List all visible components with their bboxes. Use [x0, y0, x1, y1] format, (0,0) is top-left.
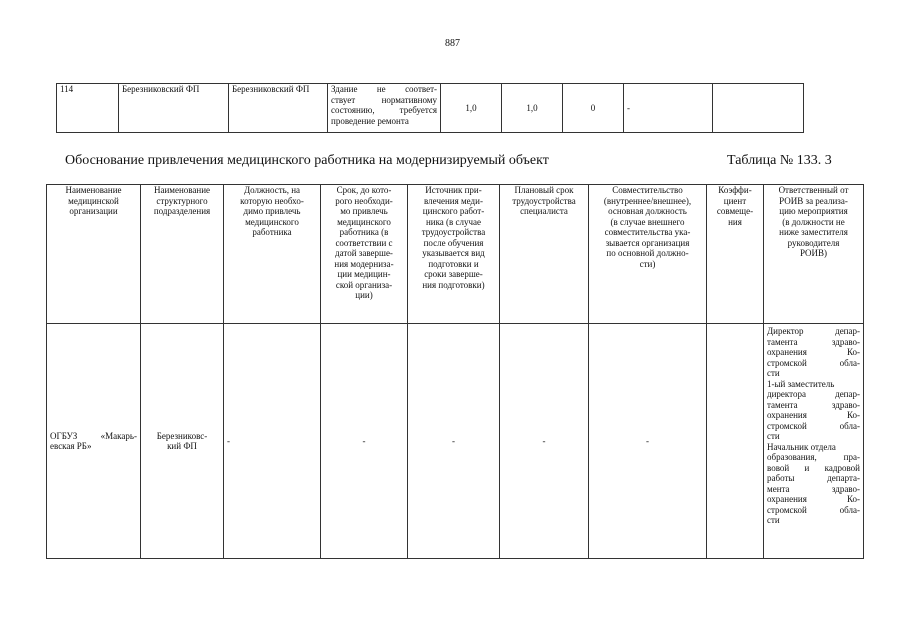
value-cell: -	[624, 84, 713, 133]
header-line: цинского работ-	[422, 206, 485, 216]
page-number: 887	[445, 38, 460, 49]
header-line: соответствии с	[335, 237, 393, 248]
org-line: евская РБ»	[50, 441, 92, 451]
position-cell: -	[224, 324, 321, 559]
header-unit	[141, 185, 224, 324]
empty-cell	[713, 84, 804, 133]
value-cell: 1,0	[502, 84, 563, 133]
table-number-label: Таблица № 133. 3	[727, 153, 832, 168]
responsible-line: 1-ый заместитель	[767, 378, 835, 389]
header-line: Наименование	[153, 185, 211, 195]
header-line: трудоустройства	[512, 195, 576, 206]
header-line: сти)	[639, 258, 656, 269]
header-line: ния	[728, 216, 742, 227]
org-cell	[47, 324, 141, 559]
header-responsible	[764, 185, 864, 324]
source-cell: -	[408, 324, 500, 559]
row-number: 114	[57, 84, 119, 133]
responsible-line: стромской обла-	[767, 504, 860, 515]
object-name-cell: Березниковский ФП	[229, 84, 328, 133]
header-line: ской организа-	[335, 279, 393, 290]
section-title: Обоснование привлечения медицинского работника на модернизируемый объект	[65, 153, 549, 168]
header-line: работника (в	[339, 227, 389, 237]
header-line: зывается организация	[605, 237, 690, 248]
header-line: датой заверше-	[335, 248, 393, 258]
continuation-table	[56, 83, 804, 133]
unit-line: Березниковс-	[156, 430, 208, 441]
header-line: руководителя	[787, 237, 840, 248]
header-line: РОИВ за реализа-	[779, 195, 848, 206]
header-line: ниже заместителя	[779, 227, 848, 237]
responsible-line: Начальник отдела	[767, 441, 836, 452]
header-line: (внутреннее/внешнее),	[603, 195, 692, 206]
org-line: ОГБУЗ «Макарь-	[50, 430, 137, 441]
header-coefficient	[707, 185, 764, 324]
table-row	[57, 84, 804, 133]
header-source	[408, 185, 500, 324]
responsible-line: директора депар-	[767, 389, 860, 399]
value-cell: 0	[563, 84, 624, 133]
header-line: димо привлечь	[243, 206, 301, 216]
unit-cell	[141, 324, 224, 559]
header-line: Коэффи-	[718, 185, 752, 195]
header-line: циент	[723, 195, 747, 206]
header-line: по основной должно-	[606, 248, 689, 258]
header-deadline	[321, 185, 408, 324]
responsible-line: тамента здраво-	[767, 399, 860, 410]
header-position	[224, 185, 321, 324]
header-line: (в случае внешнего	[610, 216, 685, 227]
header-line: указывается вид	[422, 248, 485, 258]
header-planned-date	[500, 185, 589, 324]
header-line: Совместительство	[612, 185, 683, 195]
header-line: медицинского	[337, 216, 391, 227]
header-line: Срок, до кото-	[336, 185, 392, 195]
responsible-line: мента здраво-	[767, 483, 860, 494]
responsible-line: сти	[767, 368, 780, 378]
responsible-line: образования, пра-	[767, 452, 860, 462]
value-cell: 1,0	[441, 84, 502, 133]
responsible-line: стромской обла-	[767, 420, 860, 431]
header-row	[47, 185, 864, 324]
responsible-cell	[764, 324, 864, 559]
header-line: структурного	[156, 195, 208, 206]
header-line: после обучения	[423, 237, 484, 248]
responsible-line: тамента здраво-	[767, 336, 860, 347]
header-line: сроки заверше-	[424, 269, 483, 279]
header-line: специалиста	[520, 206, 568, 216]
header-line: мо привлечь	[340, 206, 388, 216]
unit-name-cell: Березниковский ФП	[119, 84, 229, 133]
header-line: ника (в случае	[425, 216, 482, 227]
header-line: основная должность	[608, 206, 687, 216]
responsible-line: работы департа-	[767, 473, 860, 483]
unit-line: кий ФП	[167, 441, 197, 451]
justification-table	[46, 184, 864, 559]
header-line: ния подготовки)	[422, 279, 485, 290]
header-line: Должность, на	[243, 185, 301, 195]
header-line: (в должности не	[782, 216, 845, 227]
header-line: совмеще-	[716, 206, 754, 216]
condition-line: ствует нормативному	[331, 94, 437, 105]
condition-line: проведение ремонта	[331, 115, 409, 126]
condition-line: Здание не соответ-	[331, 84, 437, 94]
planned-cell: -	[500, 324, 589, 559]
header-line: ции)	[355, 290, 373, 300]
deadline-cell: -	[321, 324, 408, 559]
responsible-line: охранения Ко-	[767, 494, 860, 504]
condition-line: состоянию, требуется	[331, 105, 437, 115]
responsible-line: сти	[767, 431, 780, 441]
combination-cell: -	[589, 324, 707, 559]
header-line: Наименование	[65, 185, 122, 195]
table-row	[47, 324, 864, 559]
header-line: работника	[252, 227, 292, 237]
responsible-line: стромской обла-	[767, 357, 860, 368]
header-line: Плановый срок	[514, 185, 574, 195]
header-line: Ответственный от	[778, 185, 849, 195]
responsible-line: охранения Ко-	[767, 347, 860, 357]
building-condition-cell	[328, 84, 441, 133]
responsible-line: Директор депар-	[767, 326, 860, 336]
header-line: подготовки и	[428, 258, 479, 269]
header-line: рого необходи-	[335, 195, 393, 206]
responsible-line: вовой и кадровой	[767, 462, 860, 473]
header-line: трудоустройства	[421, 227, 486, 237]
header-line: РОИВ)	[799, 248, 828, 258]
header-line: медицинской	[68, 195, 119, 206]
header-line: Источник при-	[425, 185, 482, 195]
header-line: организации	[69, 206, 118, 216]
header-org	[47, 185, 141, 324]
responsible-line: сти	[767, 515, 780, 525]
header-line: медицинского	[245, 216, 299, 227]
header-line: ции медицин-	[337, 269, 391, 279]
header-line: ния модерниза-	[334, 258, 394, 269]
header-line: подразделения	[153, 206, 211, 216]
header-combination	[589, 185, 707, 324]
coefficient-cell	[707, 324, 764, 559]
header-line: которую необхо-	[240, 195, 304, 206]
responsible-line: охранения Ко-	[767, 410, 860, 420]
header-line: влечения меди-	[424, 195, 483, 206]
header-line: цию мероприятия	[779, 206, 848, 216]
header-line: совместительства ука-	[604, 227, 691, 237]
